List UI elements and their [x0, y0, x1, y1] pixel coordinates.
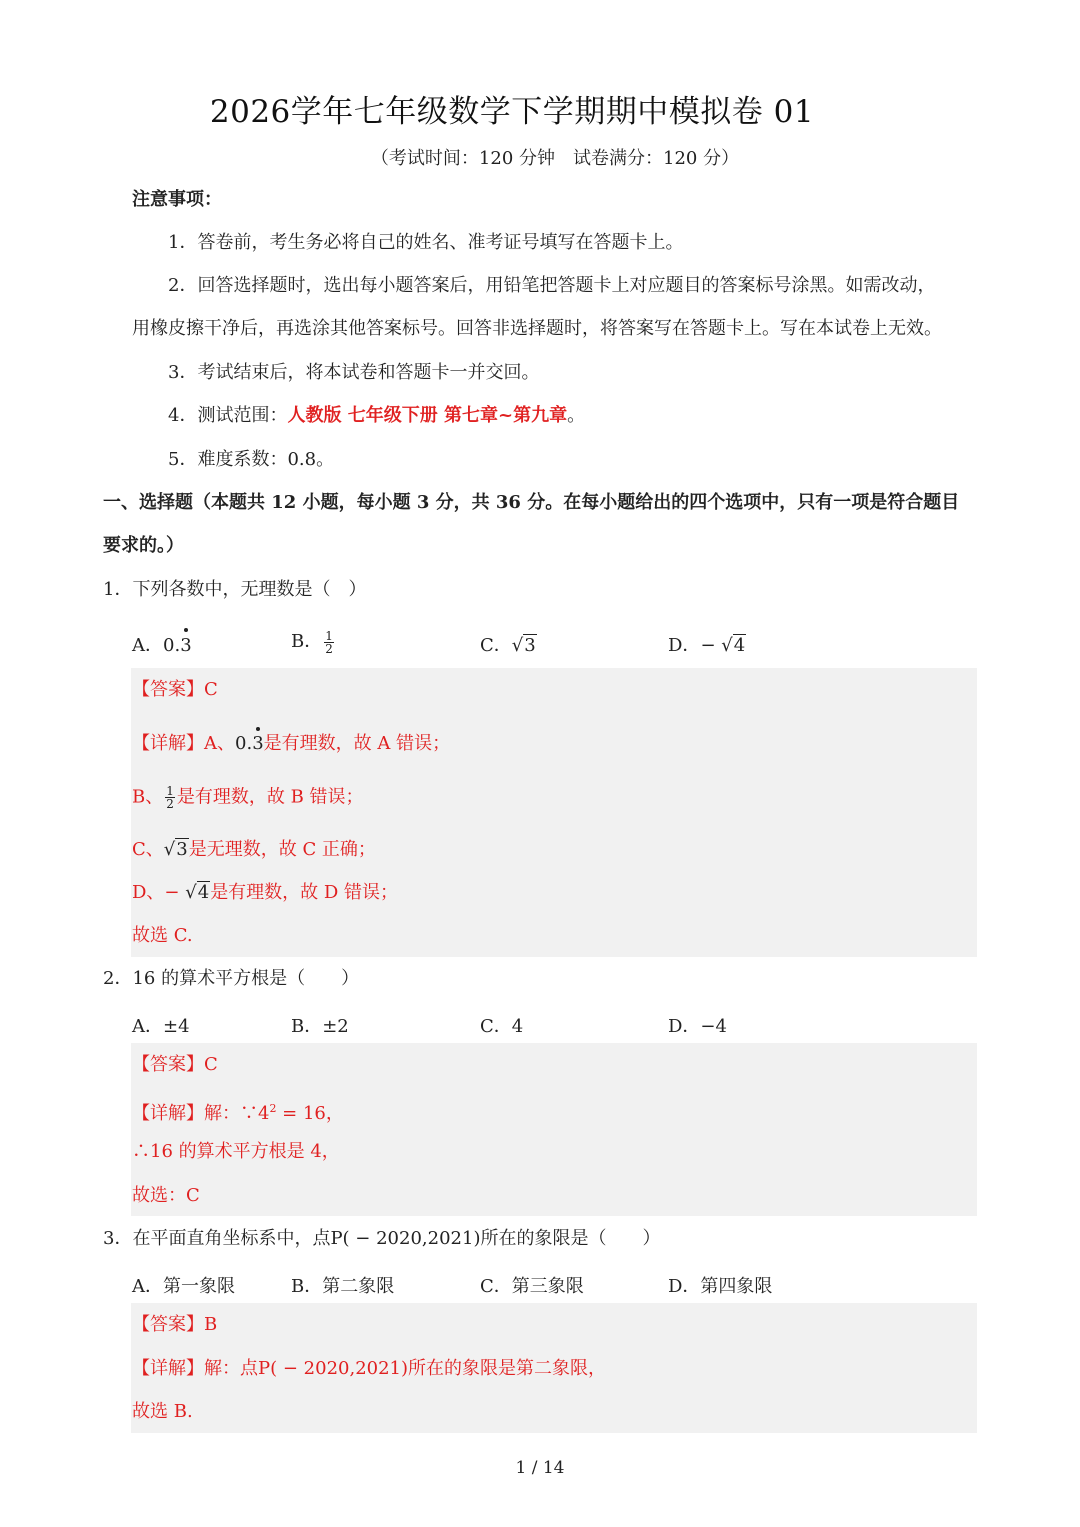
detail-text: = 16，: [276, 1103, 344, 1124]
q2-detail-line2: ∴16 的算术平方根是 4，: [132, 1141, 340, 1162]
question-2-stem: 2．16 的算术平方根是（ ）: [103, 968, 360, 989]
decimal-int: 0.: [163, 635, 181, 656]
detail-label: 【详解】解：: [132, 1358, 240, 1379]
test-range: 人教版 七年级下册 第七章~第九章: [287, 405, 568, 426]
question-3-stem: 3．在平面直角坐标系中，点P( − 2020,2021)所在的象限是（ ）: [103, 1228, 661, 1249]
q1-option-c: [480, 631, 537, 657]
detail-text: 是有理数，故 D 错误；: [210, 882, 399, 903]
q1-option-d: [668, 631, 746, 657]
sqrt-expression: √4: [185, 882, 210, 903]
detail-text: 是无理数，故 C 正确；: [188, 839, 376, 860]
notice-item-5: 5．难度系数：0.8。: [168, 449, 335, 470]
exponent: 2: [269, 1102, 277, 1115]
q3-conclusion: 故选 B.: [132, 1401, 193, 1422]
sqrt-expression: √3: [163, 839, 188, 860]
detail-text: 是有理数，故 A 错误；: [263, 733, 451, 754]
q3-option-d: D．第四象限: [668, 1276, 773, 1297]
minus-sign: −: [700, 635, 716, 656]
q2-detail: [132, 1099, 344, 1124]
fraction: [165, 785, 175, 810]
q2-option-b: B．±2: [291, 1016, 349, 1037]
notice-item-3: 3．考试结束后，将本试卷和答题卡一并交回。: [168, 362, 540, 383]
q1-detail-a: [132, 734, 450, 754]
q2-conclusion: 故选：C: [132, 1185, 200, 1206]
q1-option-b: [291, 627, 336, 655]
radicand: 3: [176, 839, 188, 860]
q1-answer-box: [131, 668, 977, 957]
notice-heading: 注意事项：: [132, 189, 222, 210]
notice-item-1: 1．答卷前，考生务必将自己的姓名、准考证号填写在答题卡上。: [168, 232, 684, 253]
q2-answer: 【答案】C: [132, 1054, 218, 1075]
detail-label: 【详解】A、: [132, 733, 235, 754]
radicand: 4: [197, 882, 210, 903]
q3-answer: 【答案】B: [132, 1314, 218, 1335]
q1-conclusion: 故选 C.: [132, 925, 193, 946]
detail-text: 所在的象限是第二象限，: [408, 1358, 607, 1379]
fraction-numerator: 1: [325, 628, 333, 643]
q3-option-a: A．第一象限: [132, 1276, 235, 1297]
q3-option-c: C．第三象限: [480, 1276, 584, 1297]
repeating-digit: 3: [252, 733, 264, 754]
detail-label: D、−: [132, 882, 180, 903]
notice-item-4-suffix: 。: [567, 405, 586, 426]
repeating-digit: 3: [180, 635, 192, 656]
q3-option-b: B．第二象限: [291, 1276, 395, 1297]
notice-item-2-cont: 用橡皮擦干净后，再选涂其他答案标号。回答非选择题时，将答案写在答题卡上。写在本试卷上无效。: [132, 318, 942, 339]
q2-option-c: C．4: [480, 1016, 524, 1037]
detail-text: 【详解】解：∵4: [132, 1103, 270, 1124]
exam-info: （考试时间：120 分钟 试卷满分：120 分）: [370, 148, 740, 169]
notice-item-4-prefix: 4．测试范围：: [168, 405, 288, 426]
q1-detail-b: [132, 785, 364, 810]
detail-text: 是有理数，故 B 错误；: [176, 786, 364, 808]
option-label: A．: [132, 635, 163, 656]
question-1-stem: 1．下列各数中，无理数是（ ）: [103, 579, 367, 600]
option-label: B．: [291, 631, 323, 652]
radicand: 4: [733, 635, 746, 656]
q1-detail-c: [132, 840, 376, 860]
sqrt-expression: √4: [721, 635, 746, 656]
detail-label: C、: [132, 839, 164, 860]
option-label: C．: [480, 635, 512, 656]
section-heading: 一、选择题（本题共 12 小题，每小题 3 分，共 36 分。在每小题给出的四个选项中，只有一项是符合题目: [103, 492, 960, 513]
section-heading-cont: 要求的。）: [103, 535, 184, 556]
radicand: 3: [524, 635, 536, 656]
q2-option-d: D．−4: [668, 1016, 727, 1037]
q2-answer-box: [131, 1043, 977, 1216]
fraction-denominator: 2: [325, 641, 333, 656]
q1-option-a: [132, 631, 192, 657]
notice-item-2: 2．回答选择题时，选出每小题答案后，用铅笔把答题卡上对应题目的答案标号涂黑。如需改动，: [168, 275, 936, 296]
page-number: 1 / 14: [515, 1458, 565, 1478]
sqrt-expression: √3: [511, 635, 536, 656]
fraction: [324, 630, 334, 655]
q1-detail-d: [132, 883, 398, 903]
detail-label: B、: [132, 786, 164, 808]
page-title: 2026学年七年级数学下学期期中模拟卷 01: [209, 94, 815, 130]
q2-option-a: A．±4: [132, 1016, 190, 1037]
fraction-denominator: 2: [166, 797, 174, 811]
q1-answer: 【答案】C: [132, 679, 218, 700]
decimal-int: 0.: [235, 733, 253, 754]
q3-detail: [132, 1359, 606, 1379]
option-label: D．: [668, 635, 701, 656]
point-coordinates: 点P( − 2020,2021): [240, 1358, 409, 1379]
notice-item-4: [168, 406, 585, 426]
fraction-numerator: 1: [166, 784, 174, 798]
